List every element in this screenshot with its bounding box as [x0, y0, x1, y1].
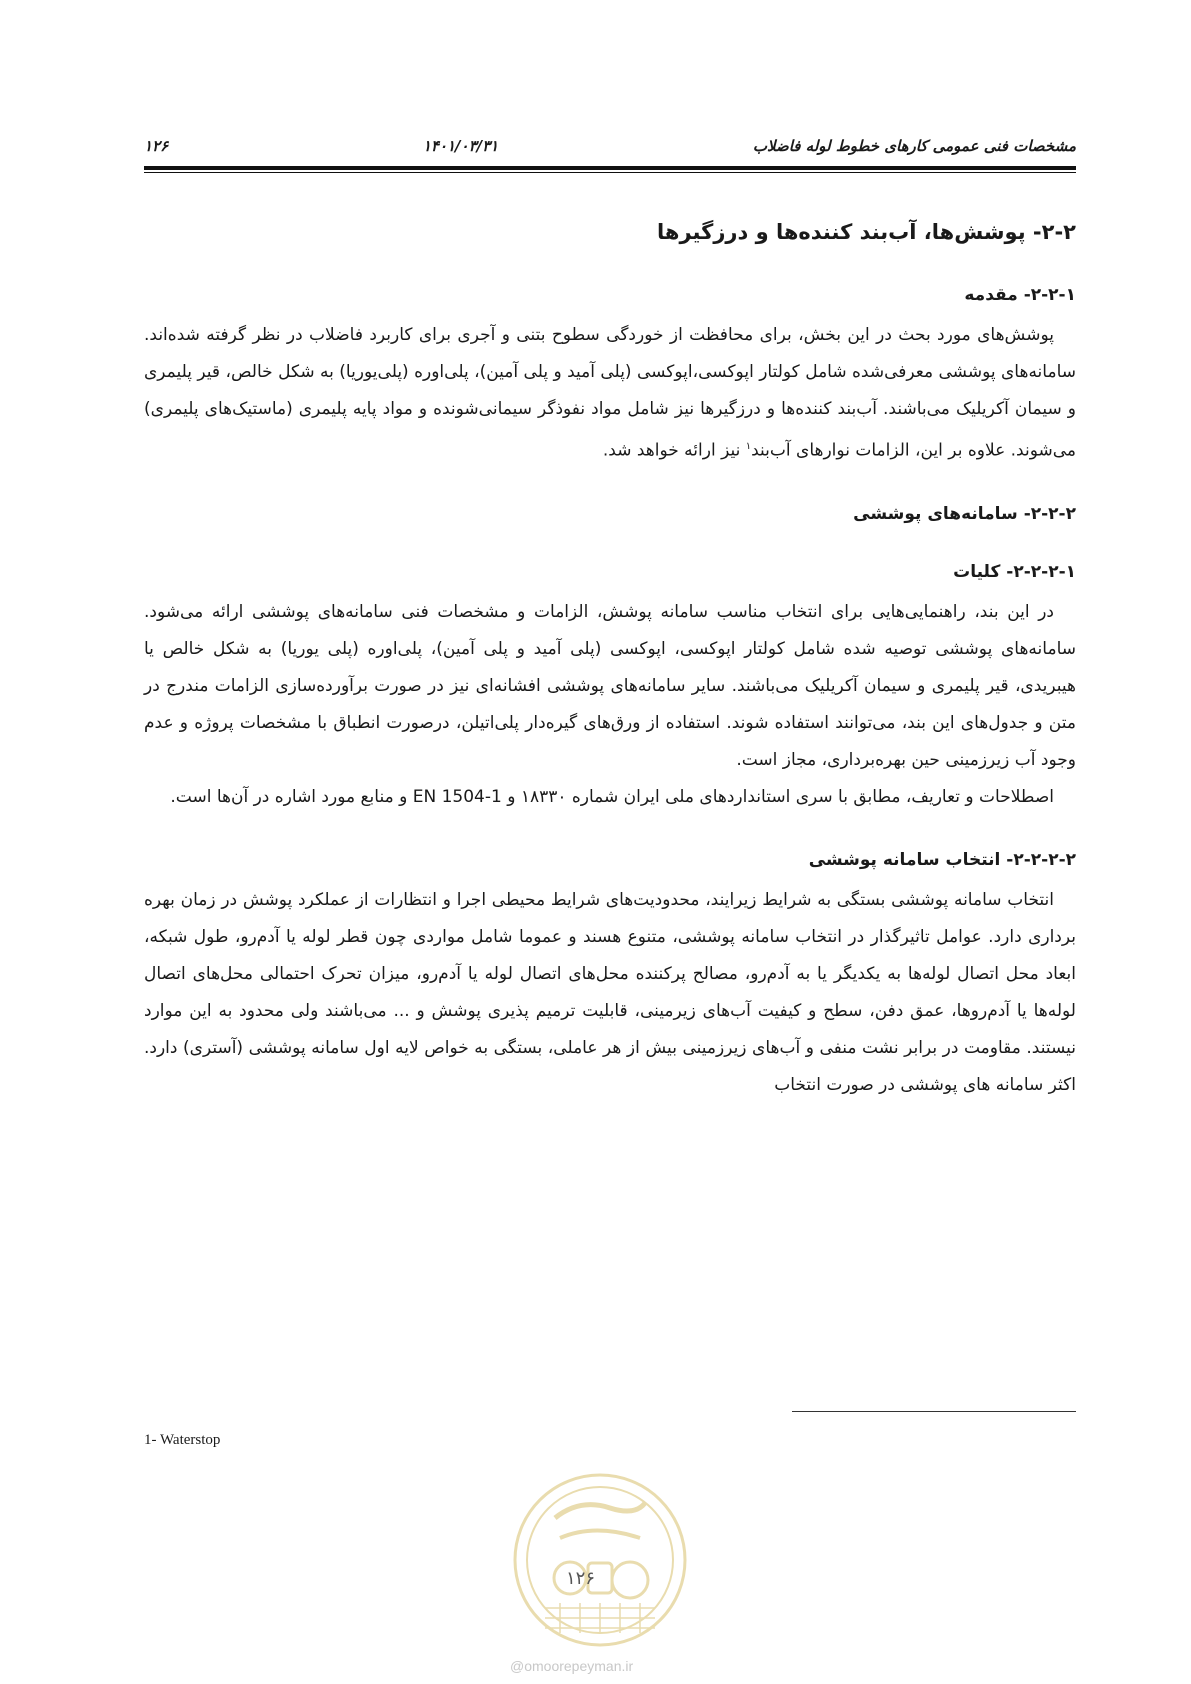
- footnote-marker: ۱: [745, 441, 752, 452]
- header-rule-thick: [144, 166, 1076, 170]
- section-heading-2-2-2-2: ۲-۲-۲-۲- انتخاب سامانه پوششی: [808, 849, 1076, 870]
- paragraph-introduction-text: پوشش‌های مورد بحث در این بخش، برای محافظت از خوردگی سطوح بتنی و آجری برای کاربرد فاضلاب در نظر گرفته شده‌اند. سامانه‌های پوششی معرفی‌شده شامل کولتار اپوکسی،اپوکسی (پلی آمید و پلی آمین)، پلی‌اوره (پلی‌یوریا) به شکل خالص، قیر پلیمری و سیمان آکریلیک می‌باشند. آب‌بند کننده‌ها و درزگیرها نیز شامل مواد نفوذگر سیمانی‌شونده و مواد پایه پلیمری (ماستیک‌های پلیمری) می‌شوند. علاوه بر این، الزامات نوارهای آب‌بند: [144, 325, 1076, 461]
- footnote-rule: [792, 1411, 1076, 1412]
- section-heading-2-2-2: ۲-۲-۲- سامانه‌های پوششی: [853, 503, 1076, 524]
- watermark-seal: [500, 1468, 700, 1658]
- header-rule-thin: [144, 172, 1076, 173]
- page-header: [144, 128, 1076, 164]
- watermark-url: @omoorepeyman.ir: [510, 1658, 634, 1674]
- section-heading-2-2-2-1: ۲-۲-۲-۱- کلیات: [953, 561, 1076, 582]
- paragraph-general-2: اصطلاحات و تعاریف، مطابق با سری استانداردهای ملی ایران شماره ۱۸۳۳۰ و EN 1504-1 و منابع مورد اشاره در آن‌ها است.: [170, 786, 1054, 807]
- header-title: مشخصات فنی عمومی کارهای خطوط لوله فاضلاب: [752, 137, 1076, 155]
- header-page-number: ۱۲۶: [144, 137, 169, 155]
- section-heading-2-2-1: ۲-۲-۱- مقدمه: [964, 285, 1076, 305]
- header-date: ۱۴۰۱/۰۳/۳۱: [422, 137, 499, 155]
- section-heading-2-2: ۲-۲- پوشش‌ها، آب‌بند کننده‌ها و درزگیرها: [657, 220, 1076, 244]
- paragraph-introduction-end: نیز ارائه خواهد شد.: [602, 440, 746, 461]
- paragraph-selection: انتخاب سامانه پوششی بستگی به شرایط زیرایند، محدودیت‌های شرایط محیطی اجرا و انتظارات از عملکرد پوشش در زمان بهره برداری دارد. عوامل تاثیرگذار در انتخاب سامانه پوششی، متنوع هسند و عموما شامل مواردی چون قطر لوله یا آدم‌رو، طول شبکه، ابعاد محل اتصال لوله‌ها به یکدیگر یا به آدم‌رو، مصالح پرکننده محل‌های اتصال لوله یا آدم‌رو، میزان تحرک احتمالی محل‌های اتصال لوله‌ها یا آدم‌روها، عمق دفن، سطح و کیفیت آب‌های زیرمینی، قابلیت ترمیم پذیری پوشش و ... می‌باشند ولی محدود به این موارد نیستند. مقاومت در برابر نشت منفی و آب‌های زیرزمینی بیش از هر عاملی، بستگی به خواص لایه اول سامانه پوششی (آستری) دارد. اکثر سامانه های پوششی در صورت انتخاب: [144, 889, 1076, 1095]
- footnote-text: 1- Waterstop: [144, 1432, 221, 1448]
- page-body: [144, 205, 1076, 1104]
- paragraph-introduction: [144, 317, 1076, 470]
- paragraph-general-1: در این بند، راهنمایی‌هایی برای انتخاب مناسب سامانه پوشش، الزامات و مشخصات فنی سامانه‌های پوششی ارائه می‌شود. سامانه‌های پوششی توصیه شده شامل کولتار اپوکسی، اپوکسی (پلی آمید و پلی آمین)، پلی‌اوره (پلی یوریا) به شکل خالص یا هیبریدی، قیر پلیمری و سیمان آکریلیک می‌باشند. سایر سامانه‌های پوششی افشانه‌ای نیز در صورت برآورده‌سازی الزامات مندرج در متن و جدول‌های این بند، می‌توانند استفاده شوند. استفاده از ورق‌های گیره‌دار پلی‌اتیلن، درصورت انطباق با مشخصات پروژه و عدم وجود آب زیرزمینی حین بهره‌برداری، مجاز است.: [144, 601, 1076, 770]
- footer-page-number: ۱۲۶: [566, 1568, 596, 1589]
